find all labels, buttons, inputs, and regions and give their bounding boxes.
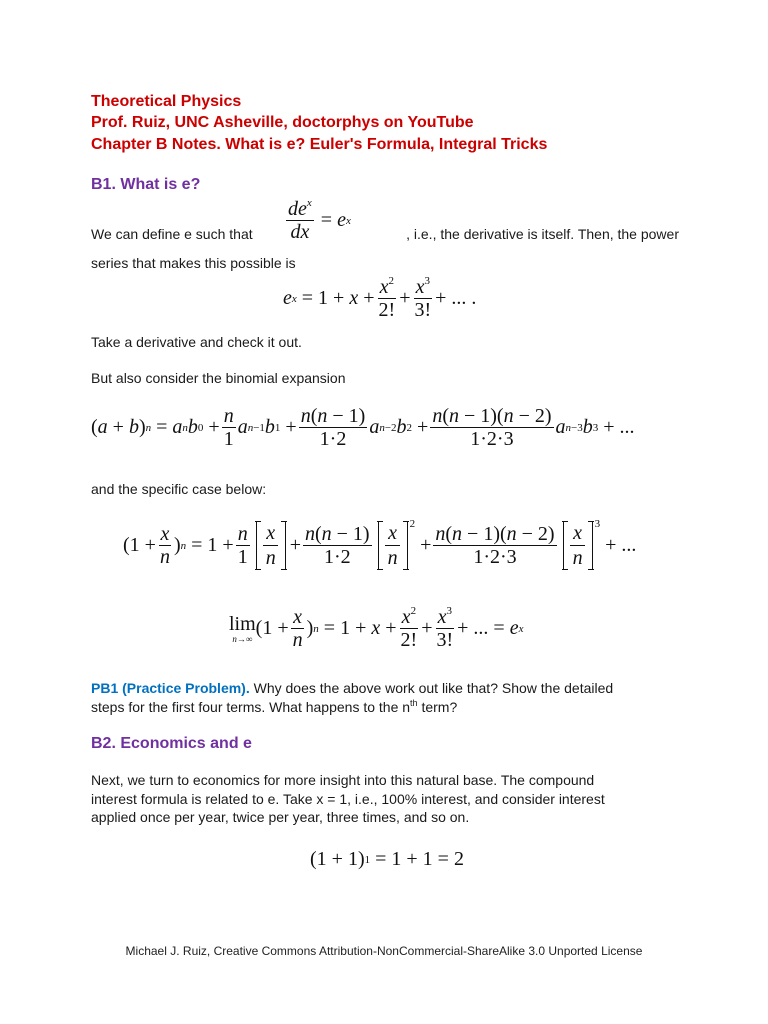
practice-problem-text-1: Why does the above work out like that? Show the detailed xyxy=(249,680,614,696)
doc-author: Prof. Ruiz, UNC Asheville, doctorphys on YouTube xyxy=(91,114,474,131)
practice-problem-sup: th xyxy=(410,698,418,708)
page-footer: Michael J. Ruiz, Creative Commons Attribution-NonCommercial-ShareAlike 3.0 Unported License xyxy=(125,944,643,958)
doc-title: Theoretical Physics xyxy=(91,93,242,110)
doc-chapter: Chapter B Notes. What is e? Euler's Formula, Integral Tricks xyxy=(91,136,548,153)
derivative-equation: $\frac{de^x}{dx}$ = e x xyxy=(288,197,351,243)
practice-problem-label: PB1 (Practice Problem). xyxy=(91,680,250,696)
practice-problem-text-2b: term? xyxy=(417,699,458,715)
paragraph-binomial-intro: But also consider the binomial expansion xyxy=(91,370,346,386)
paragraph-economics-line2: interest formula is related to e. Take x = 1, i.e., 100% interest, and consider interest xyxy=(91,791,605,807)
practice-problem-line1 xyxy=(91,679,613,698)
paragraph-define-e-end: , i.e., the derivative is itself. Then, the power xyxy=(406,226,679,242)
binomial-expansion-equation: ( a + b ) n = a n b 0 + $\frac{n}{1}$ a n−1 b 1 + $\frac{n(n - 1)}{1\cdot 2}$ a n−2 b 2 + $\frac{n(n - 1)(n - 2)}{1\cdot 2\cdot 3}$ a n−3 b 3 + ... xyxy=(91,405,635,450)
paragraph-specific-case: and the specific case below: xyxy=(91,481,267,497)
paragraph-economics-line3: applied once per year, twice per year, three times, and so on. xyxy=(91,809,470,825)
paragraph-take-derivative: Take a derivative and check it out. xyxy=(91,334,302,350)
paragraph-series: series that makes this possible is xyxy=(91,255,296,271)
practice-problem-line2 xyxy=(91,698,457,717)
limit-equation: lim n→∞ (1 + $\frac{x}{n}$ ) n = 1 + x + $\frac{x^2}{2!}$ + $\frac{x^3}{3!}$ + ... = e x xyxy=(229,605,524,651)
section-heading-b1: B1. What is e? xyxy=(91,176,201,193)
specific-case-equation: (1 + $\frac{x}{n}$ ) n = 1 + $\frac{n}{1}$ x n + $\frac{n(n - 1)}{1\cdot 2}$ x n 2 + $\frac{n(n - 1)(n - 2)}{1\cdot 2\cdot 3}$ x n 3 + ... xyxy=(123,517,637,569)
power-series-equation: e x = 1 + x + $\frac{x^2}{2!}$ + $\frac{x^3}{3!}$ + ... . xyxy=(283,275,477,321)
paragraph-define-e-start: We can define e such that xyxy=(91,226,253,242)
section-heading-b2: B2. Economics and e xyxy=(91,735,252,752)
practice-problem-text-2a: steps for the first four terms. What happens to the n xyxy=(91,699,411,715)
compound-once-equation: (1 + 1) 1 = 1 + 1 = 2 xyxy=(310,848,464,870)
paragraph-economics-line1: Next, we turn to economics for more insight into this natural base. The compound xyxy=(91,772,595,788)
